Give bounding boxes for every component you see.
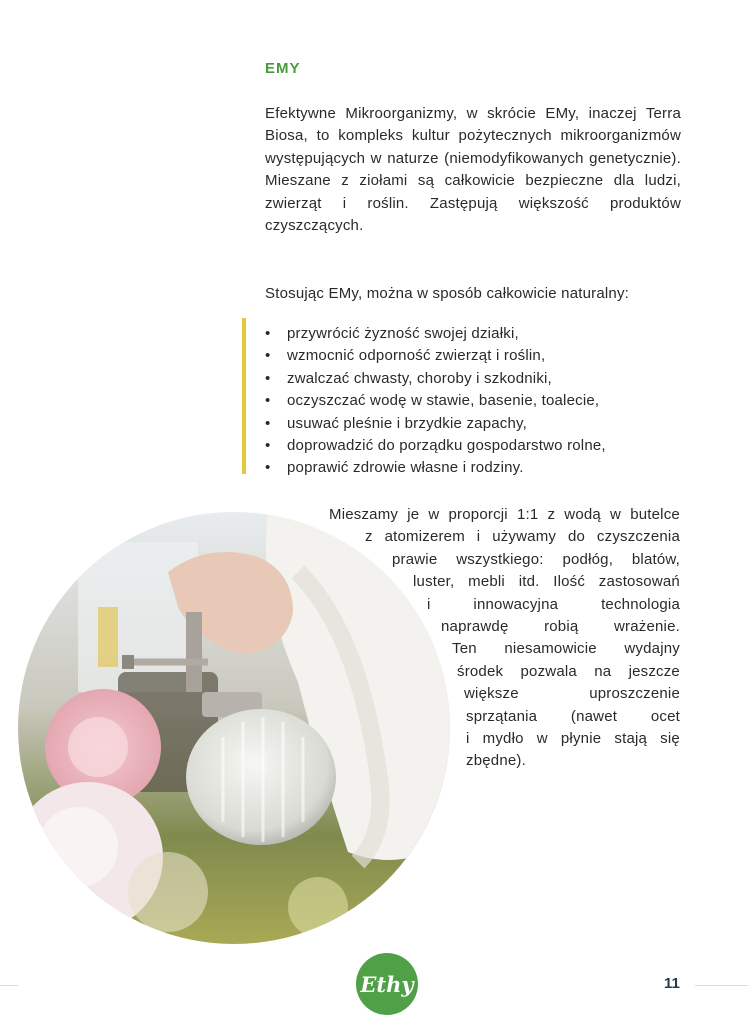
paragraph-line: luster, mebli itd. Ilość zastosowań — [413, 573, 680, 590]
brand-logo: Ethy — [356, 953, 418, 1015]
paragraph-line: Ten niesamowicie wydajny — [452, 640, 680, 657]
list-item: • oczyszczać wodę w stawie, basenie, toalecie, — [263, 390, 606, 412]
paragraph-line: środek pozwala na jeszcze — [457, 663, 680, 680]
benefits-list — [263, 323, 606, 480]
footer-divider-right — [695, 985, 748, 986]
paragraph-line: większe uproszczenie — [464, 685, 680, 702]
accent-bar — [242, 318, 246, 474]
intro-paragraph: Efektywne Mikroorganizmy, w skrócie EMy, inaczej Terra Biosa, to kompleks kultur pożytecznych mikroorganizmów występujących w naturze (niemodyfikowanych genetycznie). Mieszane z ziołami są całkowicie bezpieczne dla ludzi, zwierząt i roślin. Zastępują większość produktów czyszczących. — [265, 105, 681, 235]
section-heading: EMY — [265, 60, 301, 77]
spray-bottle-photo — [18, 512, 450, 944]
list-item: • przywrócić żyzność swojej działki, — [263, 323, 606, 345]
list-item: • usuwać pleśnie i brzydkie zapachy, — [263, 413, 606, 435]
list-intro-paragraph: Stosując EMy, można w sposób całkowicie naturalny: — [265, 285, 630, 302]
paragraph-line: zbędne). — [466, 752, 526, 769]
paragraph-line: Mieszamy je w proporcji 1:1 z wodą w butelce — [329, 506, 680, 523]
list-item: • doprowadzić do porządku gospodarstwo rolne, — [263, 435, 606, 457]
paragraph-line: z atomizerem i używamy do czyszczenia — [365, 528, 680, 545]
paragraph-line: i mydło w płynie stają się — [466, 730, 680, 747]
list-item: • wzmocnić odporność zwierząt i roślin, — [263, 345, 606, 367]
list-item: • poprawić zdrowie własne i rodziny. — [263, 457, 606, 479]
page-number: 11 — [664, 975, 680, 992]
footer-divider-left — [0, 985, 18, 986]
paragraph-line: sprzątania (nawet ocet — [466, 708, 680, 725]
paragraph-line: prawie wszystkiego: podłóg, blatów, — [392, 551, 680, 568]
paragraph-line: i innowacyjna technologia — [427, 596, 680, 613]
list-item: • zwalczać chwasty, choroby i szkodniki, — [263, 368, 606, 390]
paragraph-line: naprawdę robią wrażenie. — [441, 618, 680, 635]
